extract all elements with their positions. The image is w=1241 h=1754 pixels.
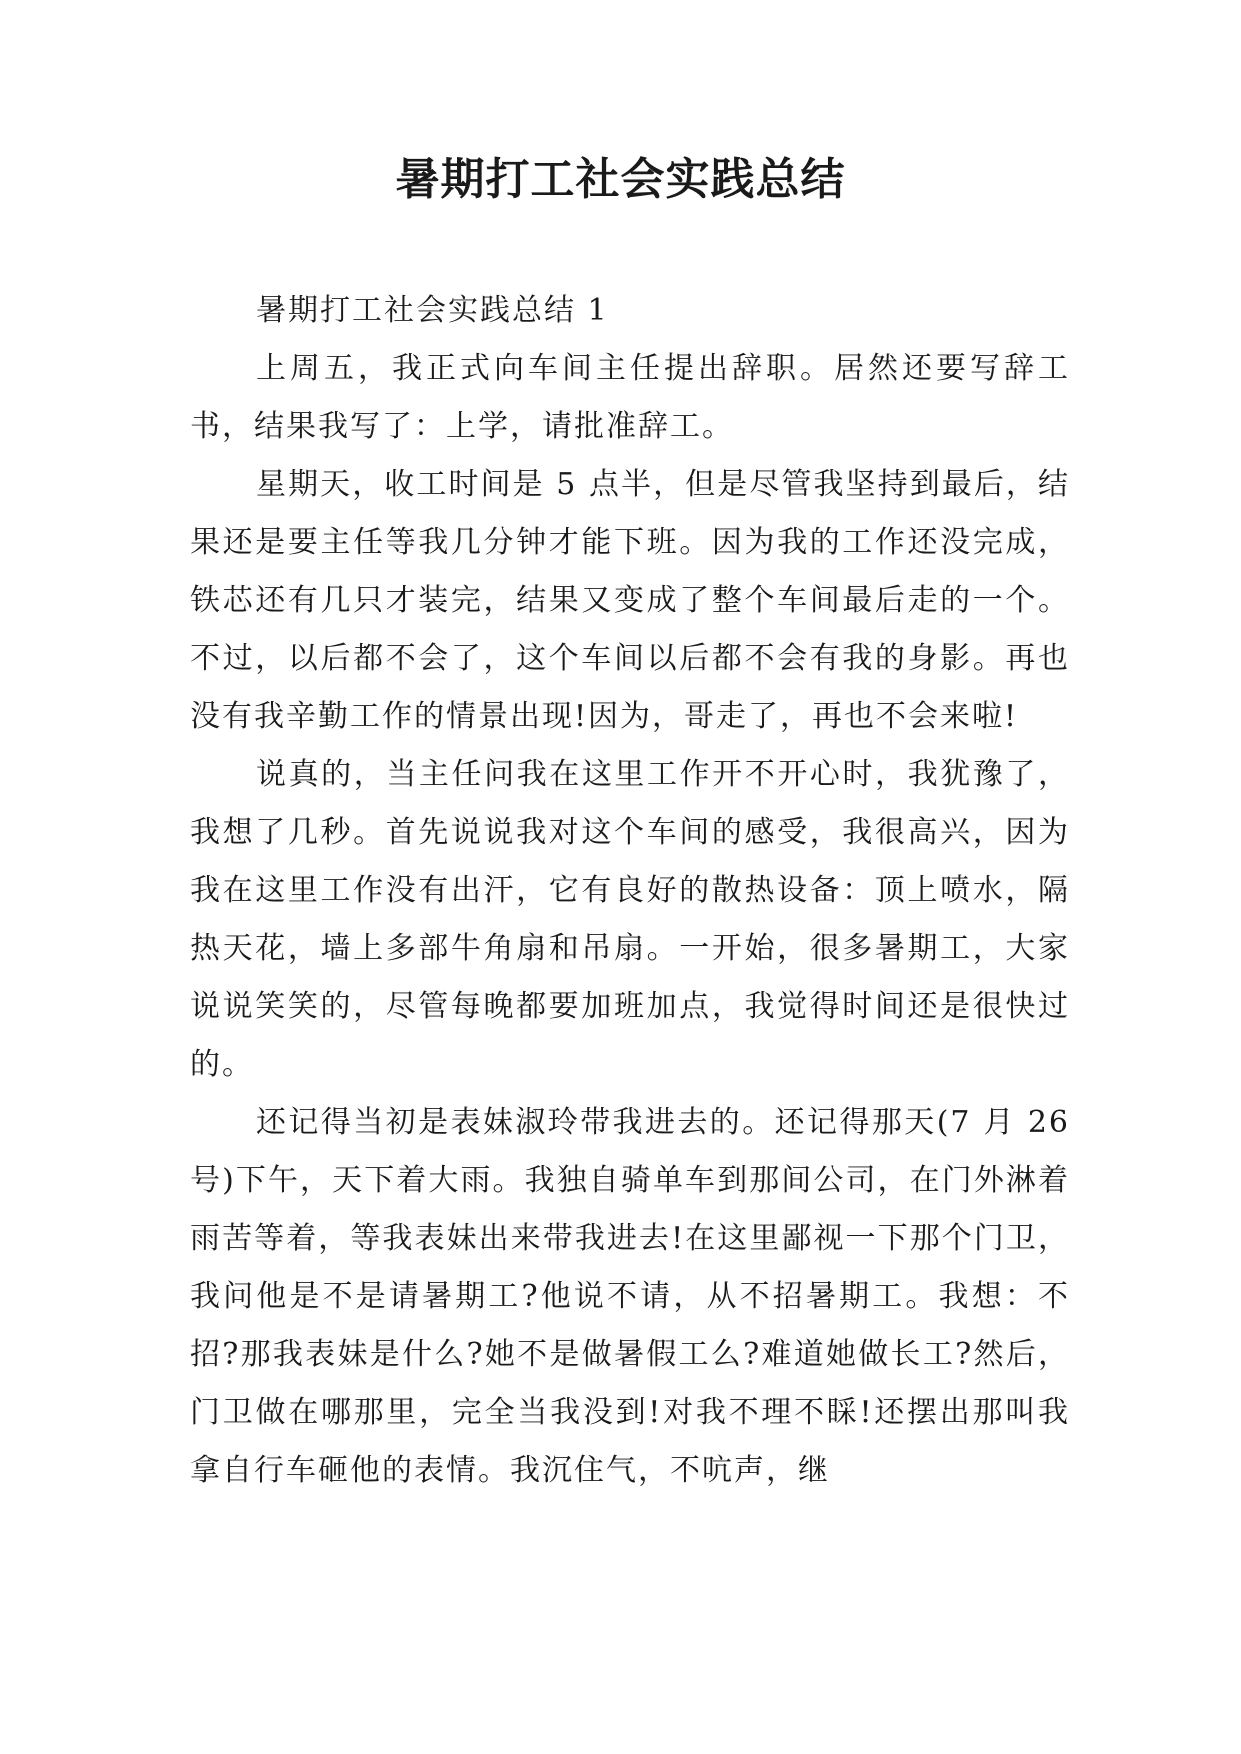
paragraph: 说真的，当主任问我在这里工作开不开心时，我犹豫了，我想了几秒。首先说说我对这个车间的感受，我很高兴，因为我在这里工作没有出汗，它有良好的散热设备：顶上喷水，隔热天花，墙上多部牛角扇和吊扇。一开始，很多暑期工，大家说说笑笑的，尽管每晚都要加班加点，我觉得时间还是很快过的。 — [190, 757, 1070, 1082]
section-heading: 暑期打工社会实践总结 1 — [256, 293, 609, 328]
paragraph: 还记得当初是表妹淑玲带我进去的。还记得那天(7 月 26 号)下午，天下着大雨。我独自骑单车到那间公司，在门外淋着雨苦等着，等我表妹出来带我进去!在这里鄙视一下那个门卫，我问他是不是请暑期工?他说不请，从不招暑期工。我想：不招?那我表妹是什么?她不是做暑假工么?难道她做长工?然后，门卫做在哪那里，完全当我没到!对我不理不睬!还摆出那叫我拿自行车砸他的表情。我沉住气，不吭声，继 — [190, 1105, 1070, 1488]
document-title: 暑期打工社会实践总结 — [395, 154, 846, 205]
paragraph: 星期天，收工时间是 5 点半，但是尽管我坚持到最后，结果还是要主任等我几分钟才能下班。因为我的工作还没完成，铁芯还有几只才装完，结果又变成了整个车间最后走的一个。不过，以后都不会了，这个车间以后都不会有我的身影。再也没有我辛勤工作的情景出现!因为，哥走了，再也不会来啦! — [190, 467, 1070, 734]
document-body — [190, 282, 1070, 1500]
paragraph: 上周五，我正式向车间主任提出辞职。居然还要写辞工书，结果我写了：上学，请批准辞工。 — [190, 351, 1070, 444]
